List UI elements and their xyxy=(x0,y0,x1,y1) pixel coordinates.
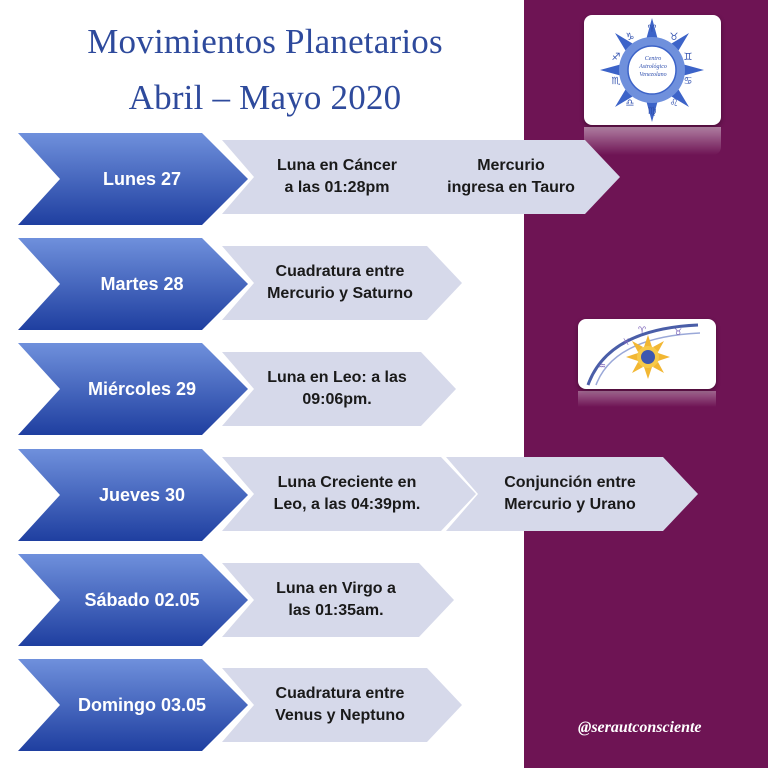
event-chevron xyxy=(222,457,476,531)
day-label: Miércoles 29 xyxy=(87,378,197,399)
event-label: Cuadratura entre Venus y Neptuno xyxy=(275,685,405,724)
astrology-center-logo xyxy=(584,15,721,125)
event-chevron xyxy=(222,563,454,637)
day-chevron xyxy=(18,133,248,225)
page-subtitle: Abril – Mayo 2020 xyxy=(128,78,402,117)
svg-text:♏: ♏ xyxy=(611,76,621,87)
day-label: Domingo 03.05 xyxy=(77,694,207,715)
day-label: Sábado 02.05 xyxy=(84,589,200,610)
svg-text:♍: ♍ xyxy=(647,106,657,117)
event-label: Luna en Leo: a las 09:06pm. xyxy=(267,369,407,408)
day-chevron xyxy=(18,659,248,751)
logo-reflection xyxy=(578,391,716,407)
event-chevron xyxy=(222,246,462,320)
day-label: Jueves 30 xyxy=(98,484,186,505)
event-chevron xyxy=(446,457,698,531)
day-chevron xyxy=(18,343,248,435)
day-chevron xyxy=(18,554,248,646)
event-label: Luna Creciente en Leo, a las 04:39pm. xyxy=(273,474,421,513)
page-title: Movimientos Planetarios xyxy=(87,22,443,61)
astrology-center-logo-text: Centro Astrológico Venezolano xyxy=(639,56,667,78)
svg-text:♉: ♉ xyxy=(674,328,683,338)
event-label: Mercurio ingresa en Tauro xyxy=(447,157,575,196)
svg-text:♊: ♊ xyxy=(683,52,693,63)
social-handle: @serautconsciente xyxy=(578,719,702,736)
svg-text:♒: ♒ xyxy=(598,362,607,372)
day-chevron xyxy=(18,449,248,541)
event-chevron xyxy=(222,668,462,742)
event-label: Cuadratura entre Mercurio y Saturno xyxy=(267,263,413,302)
svg-text:♉: ♉ xyxy=(669,32,679,43)
sun-zodiac-logo xyxy=(578,319,716,389)
svg-text:♎: ♎ xyxy=(625,98,635,109)
event-label: Luna en Cáncer a las 01:28pm xyxy=(276,157,398,196)
event-label: Conjunción entre Mercurio y Urano xyxy=(504,474,636,513)
event-chevron xyxy=(402,140,620,214)
svg-text:♐: ♐ xyxy=(611,52,621,63)
svg-text:♈: ♈ xyxy=(638,326,647,336)
day-label: Lunes 27 xyxy=(102,168,182,189)
sun-zodiac-arc-icon xyxy=(578,319,716,389)
event-label: Luna en Virgo a las 01:35am. xyxy=(276,580,396,619)
svg-text:♓: ♓ xyxy=(622,338,631,348)
day-label: Martes 28 xyxy=(100,273,184,294)
svg-text:♈: ♈ xyxy=(647,24,657,35)
day-chevron xyxy=(18,238,248,330)
svg-text:♑: ♑ xyxy=(625,32,635,43)
event-chevron xyxy=(222,352,456,426)
svg-text:♌: ♌ xyxy=(669,98,679,109)
svg-text:♋: ♋ xyxy=(683,76,693,87)
